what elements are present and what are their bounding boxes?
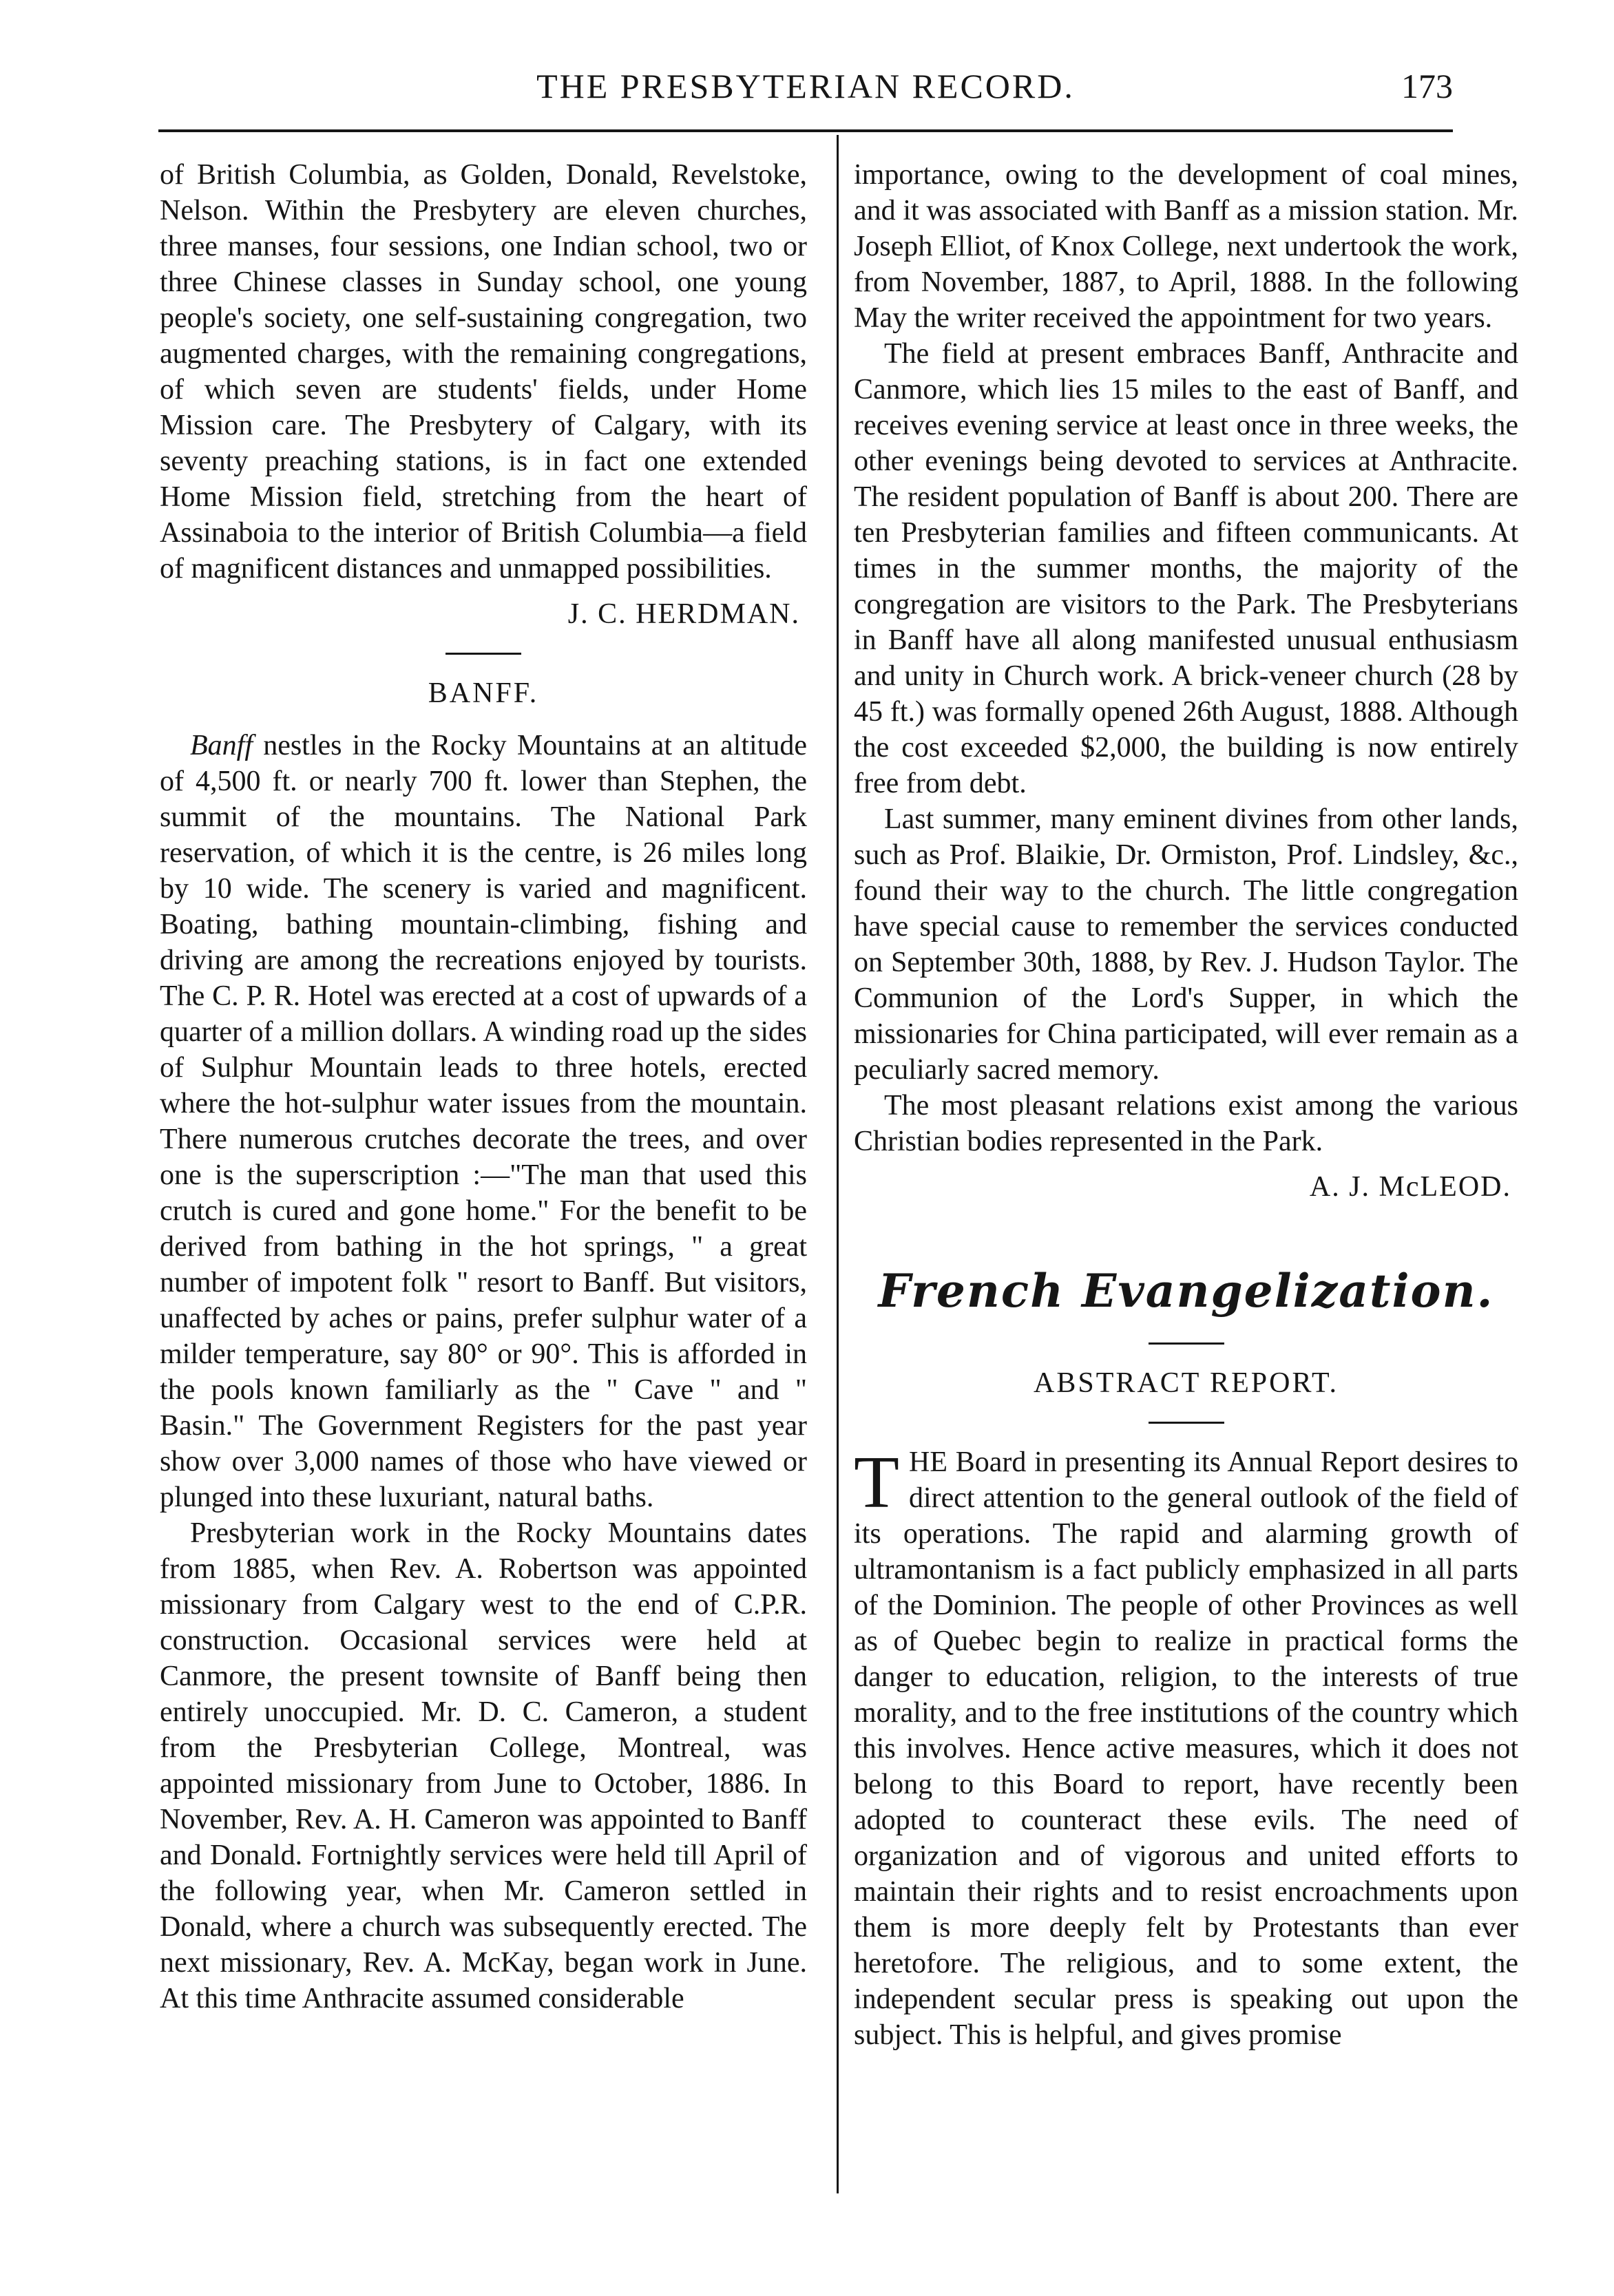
herdman-paragraph: of British Columbia, as Golden, Donald, Revelstoke, Nelson. Within the Presbytery are eleven churches, three manses, four sessions, one Indian school, two or three Chinese classes in Sunday school, one young people's society, one self-sustaining congregation, two augmented charges, with the remaining congregations, of which seven are students' fields, under Home Mission care. The Presbytery of Calgary, with its seventy preaching stations, is in fact one extended Home Mission field, stretching from the heart of Assinaboia to the interior of British Columbia—a field of magnificent distances and unmapped possibilities.	[160, 159, 807, 584]
signature-herdman: J. C. HERDMAN.	[567, 598, 800, 630]
banff-paragraph-1-text: nestles in the Rocky Mountains at an altitude of 4,500 ft. or nearly 700 ft. lower than Stephen, the summit of the mountains. The National Park reservation, of which it is the centre, is 26 miles long by 10 wide. The scenery is varied and magnificent. Boating, bathing mountain-climbing, fishing and driving are among the recreations enjoyed by tourists. The C. P. R. Hotel was erected at a cost of upwards of a quarter of a million dollars. A winding road up the sides of Sulphur Mountain leads to three hotels, erected where the hot-sulphur water issues from the mountain. There numerous crutches decorate the trees, and over one is the superscription :—"The man that used this crutch is cured and gone home." For the benefit to be derived from bathing in the hot springs, " a great number of impotent folk " resort to Banff. But visitors, unaffected by aches or pains, prefer sulphur water of a milder temperature, say 80° or 90°. This is afforded in the pools known familiarly as the " Cave " and " Basin." The Government Registers for the past year show over 3,000 names of those who have viewed or plunged into these luxuriant, natural baths.	[160, 730, 807, 1513]
report-paragraph-text: HE Board in presenting its Annual Report desires to direct attention to the general outlook of the field of its operations. The rapid and alarming growth of ultramontanism is a fact publicly emphasized in all parts of the Dominion. The people of other Provinces as well as of Quebec begin to realize in practical forms the danger to education, religion, to the interests of true morality, and to the free institutions of the country which this involves. Hence active measures, which it does not belong to this Board to report, have recently been adopted to counteract these evils. The need of organization and of vigorous and united efforts to maintain their rights and to resist encroachments upon them is more deeply felt by Protestants than ever heretofore. The religious, and to some extent, the independent secular press is speaking out upon the subject. This is helpful, and gives promise	[854, 1446, 1518, 2051]
title-divider	[1149, 1342, 1224, 1345]
page-number: 173	[1401, 67, 1453, 105]
banff-summer-paragraph: Last summer, many eminent divines from other lands, such as Prof. Blaikie, Dr. Ormiston, Prof. Lindsley, &c., found their way to the church. The little congregation have special cause to remember the services conducted on September 30th, 1888, by Rev. J. Hudson Taylor. The Communion of the Lord's Supper, in which the missionaries for China participated, will ever remain as a peculiarly sacred memory.	[854, 803, 1518, 1086]
subhead-divider	[1149, 1422, 1224, 1424]
signature-mcleod: A. J. McLEOD.	[1309, 1171, 1511, 1203]
banff-continued-paragraph: importance, owing to the development of coal mines, and it was associated with Banff as a mission station. Mr. Joseph Elliot, of Knox College, next undertook the work, from November, 1887, to April, 1888. In the following May the writer received the appointment for two years.	[854, 159, 1518, 334]
left-column	[160, 157, 807, 2016]
banff-paragraph-2: Presbyterian work in the Rocky Mountains dates from 1885, when Rev. A. Robertson was appointed missionary from Calgary west to the end of C.P.R. construction. Occasional services were held at Canmore, the present townsite of Banff being then entirely unoccupied. Mr. D. C. Cameron, a student from the Presbyterian College, Montreal, was appointed missionary from June to October, 1886. In November, Rev. A. H. Cameron was appointed to Banff and Donald. Fortnightly services were held till April of the following year, when Mr. Cameron settled in Donald, where a church was subsequently erected. The next missionary, Rev. A. McKay, began work in June. At this time Anthracite assumed considerable	[160, 1517, 807, 2014]
banff-italic-word: Banff	[190, 730, 253, 761]
header-rule	[158, 129, 1453, 132]
drop-cap: T	[854, 1442, 899, 1524]
report-paragraph	[854, 1444, 1518, 2053]
running-head	[158, 66, 1453, 107]
abstract-report-heading: ABSTRACT REPORT.	[1033, 1367, 1339, 1399]
publication-title: THE PRESBYTERIAN RECORD.	[536, 67, 1075, 105]
right-column	[854, 157, 1518, 2053]
banff-relations-paragraph: The most pleasant relations exist among the various Christian bodies represented in the Park.	[854, 1090, 1518, 1157]
banff-paragraph-1	[160, 728, 807, 1515]
banff-heading: BANFF.	[428, 677, 539, 709]
banff-field-paragraph: The field at present embraces Banff, Anthracite and Canmore, which lies 15 miles to the east of Banff, and receives evening service at least once in three weeks, the other evenings being devoted to services at Anthracite. The resident population of Banff is about 200. There are ten Presbyterian families and fifteen communicants. At times in the summer months, the majority of the congregation are visitors to the Park. The Presbyterians in Banff have all along manifested unusual enthusiasm and unity in Church work. A brick-veneer church (28 by 45 ft.) was formally opened 26th August, 1888. Although the cost exceeded $2,000, the building is now entirely free from debt.	[854, 338, 1518, 799]
column-divider	[837, 135, 839, 2193]
section-divider	[446, 653, 521, 655]
french-evangelization-title: French Evangelization.	[878, 1264, 1494, 1318]
